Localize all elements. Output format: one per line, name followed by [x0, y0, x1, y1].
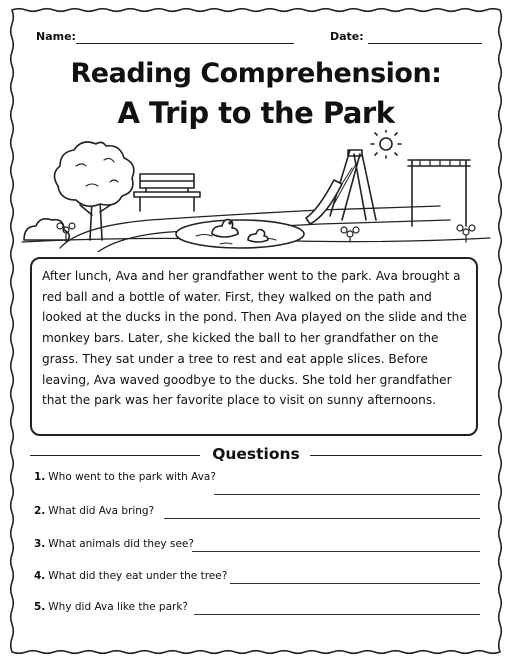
pond-icon	[176, 220, 304, 248]
question-text: What animals did they see?	[48, 538, 194, 550]
heading-rule-right	[310, 455, 482, 456]
answer-line-3[interactable]	[192, 551, 480, 552]
reading-passage: After lunch, Ava and her grandfather went to the park. Ava brought a red ball and a bottle of water. First, they walked on the path and looked at the ducks in the pond. Then Ava played on the slide and the monkey bars. Later, she kicked the ball to her grandfather on the grass. They sat under a tree to rest and eat apple slices. Before leaving, Ava waved goodbye to the ducks. She told her grandfather that the park was her favorite place to visit on sunny afternoons.	[30, 257, 478, 436]
name-label: Name:	[36, 30, 76, 43]
monkey-bars-icon	[408, 160, 470, 226]
sun-icon	[371, 130, 401, 158]
question-text: What did they eat under the tree?	[48, 570, 228, 582]
name-field[interactable]	[76, 43, 294, 44]
questions-title: Questions	[212, 445, 300, 463]
answer-line-2[interactable]	[164, 518, 480, 519]
answer-line-5[interactable]	[194, 614, 480, 615]
questions-section-heading	[30, 445, 482, 467]
bench-icon	[134, 174, 200, 211]
question-text: Why did Ava like the park?	[48, 601, 189, 613]
answer-line-1[interactable]	[214, 494, 480, 495]
park-illustration	[20, 130, 492, 252]
worksheet-subtitle: A Trip to the Park	[117, 96, 395, 130]
date-label: Date:	[330, 30, 364, 43]
question-3: 3. What animals did they see?	[34, 538, 480, 560]
answer-line-4[interactable]	[230, 583, 480, 584]
worksheet-header	[36, 30, 482, 46]
question-text: What did Ava bring?	[48, 505, 155, 517]
question-5: 5. Why did Ava like the park?	[34, 601, 480, 623]
question-text: Who went to the park with Ava?	[48, 471, 216, 483]
worksheet-title: Reading Comprehension:	[70, 58, 442, 89]
question-1: 1. Who went to the park with Ava?	[34, 471, 480, 493]
date-field[interactable]	[368, 43, 482, 44]
tree-icon	[54, 142, 133, 240]
slide-icon	[306, 150, 376, 224]
question-4: 4. What did they eat under the tree?	[34, 570, 480, 592]
question-2: 2. What did Ava bring?	[34, 505, 480, 527]
